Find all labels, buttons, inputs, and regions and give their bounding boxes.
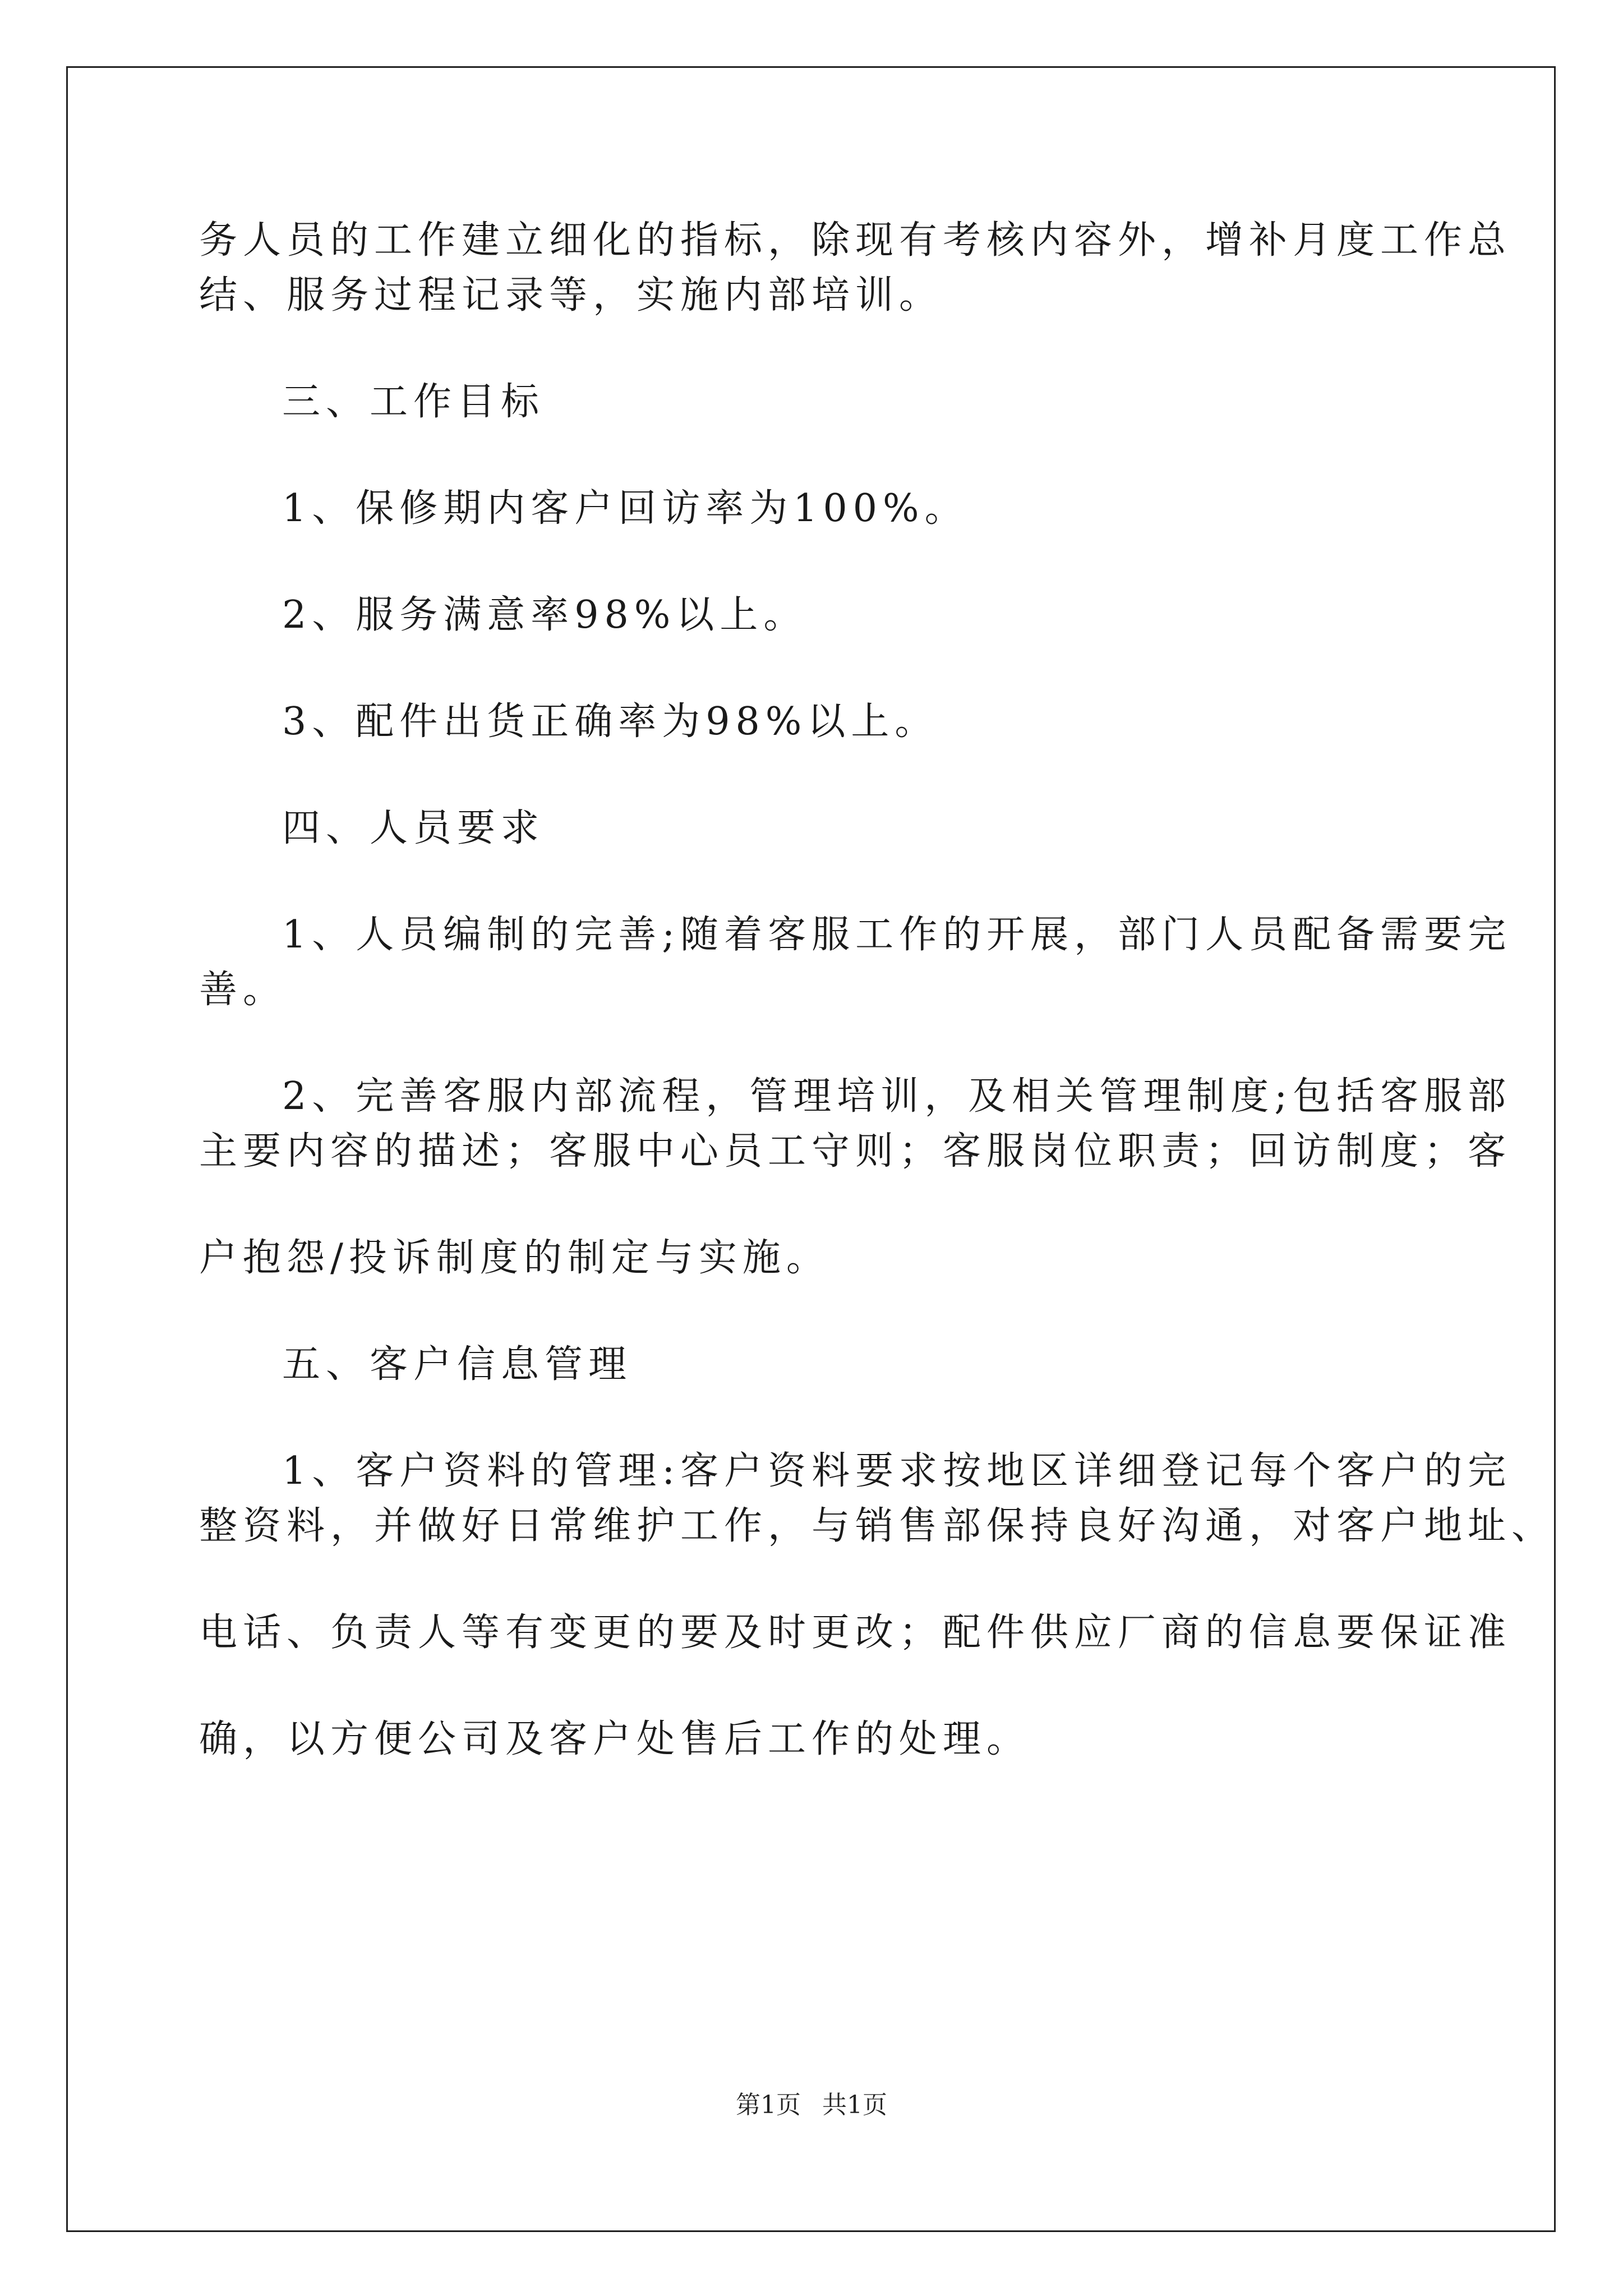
- list-item: 3、配件出货正确率为98%以上。: [282, 700, 939, 744]
- text-line: 整资料，并做好日常维护工作，与销售部保持良好沟通，对客户地址、: [199, 1504, 1556, 1548]
- section-heading: 四、人员要求: [282, 806, 545, 850]
- text-line: 务人员的工作建立细化的指标，除现有考核内容外，增补月度工作总: [199, 218, 1512, 263]
- text-line: 1、客户资料的管理:客户资料要求按地区详细登记每个客户的完: [282, 1449, 1512, 1493]
- page-number: 第1页: [736, 2091, 801, 2119]
- text-line: 善。: [199, 968, 287, 1012]
- list-item: 2、服务满意率98%以上。: [282, 593, 808, 637]
- text-line: 1、人员编制的完善;随着客服工作的开展，部门人员配备需要完: [282, 913, 1512, 957]
- document-body: [199, 213, 1556, 1767]
- section-heading: 三、工作目标: [282, 380, 545, 424]
- text-line: 电话、负责人等有变更的要及时更改；配件供应厂商的信息要保证准: [199, 1611, 1512, 1655]
- page-footer: [0, 2088, 1623, 2122]
- list-item: 1、保修期内客户回访率为100%。: [282, 486, 969, 531]
- page-total: 共1页: [822, 2091, 887, 2119]
- text-line: 主要内容的描述；客服中心员工守则；客服岗位职责；回访制度；客: [199, 1129, 1512, 1174]
- text-line: 确，以方便公司及客户处售后工作的处理。: [199, 1717, 1031, 1761]
- section-heading: 五、客户信息管理: [282, 1342, 633, 1387]
- text-line: 户抱怨/投诉制度的制定与实施。: [199, 1236, 830, 1280]
- text-line: 2、完善客服内部流程，管理培训，及相关管理制度;包括客服部: [282, 1074, 1512, 1119]
- text-line: 结、服务过程记录等，实施内部培训。: [199, 273, 943, 318]
